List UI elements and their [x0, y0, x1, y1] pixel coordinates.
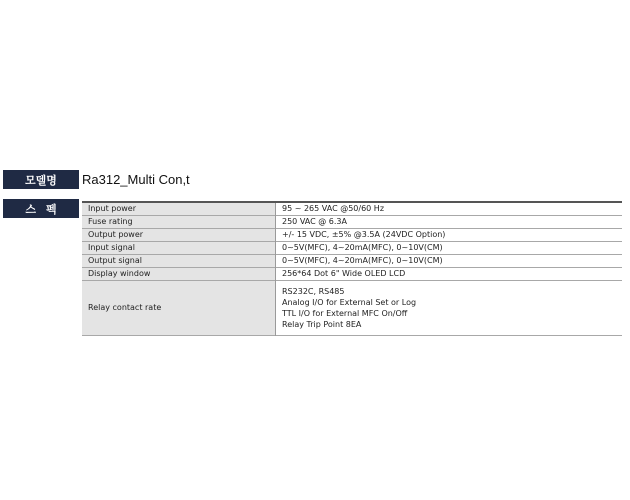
spec-row — [82, 255, 622, 268]
spec-row-label: Output signal — [82, 255, 276, 268]
spec-value-line: 0~5V(MFC), 4~20mA(MFC), 0~10V(CM) — [282, 243, 443, 252]
spec-row-value — [276, 281, 623, 336]
spec-value-line: RS232C, RS485 — [282, 287, 345, 296]
spec-value-line: 250 VAC @ 6.3A — [282, 217, 347, 226]
spec-row-label: Input signal — [82, 242, 276, 255]
spec-value-line: 0~5V(MFC), 4~20mA(MFC), 0~10V(CM) — [282, 256, 443, 265]
spec-row-label: Display window — [82, 268, 276, 281]
spec-row — [82, 281, 622, 336]
spec-row-label: Output power — [82, 229, 276, 242]
spec-row — [82, 268, 622, 281]
spec-row-value — [276, 255, 623, 268]
spec-value-line: 95 ~ 265 VAC @50/60 Hz — [282, 204, 385, 213]
spec-value-line: Relay Trip Point 8EA — [282, 320, 362, 329]
spec-row-label: Fuse rating — [82, 216, 276, 229]
spec-row-value — [276, 268, 623, 281]
spec-value-line: 256*64 Dot 6" Wide OLED LCD — [282, 269, 406, 278]
spec-value-line: TTL I/O for External MFC On/Off — [282, 309, 408, 318]
spec-row-value — [276, 202, 623, 216]
spec-row — [82, 242, 622, 255]
spec-table — [82, 201, 622, 336]
spec-table-body — [82, 202, 622, 336]
spec-row-value — [276, 229, 623, 242]
model-name: Ra312_Multi Con,t — [82, 172, 190, 187]
spec-row — [82, 202, 622, 216]
spec-value-line: Analog I/O for External Set or Log — [282, 298, 417, 307]
spec-row-label: Relay contact rate — [82, 281, 276, 336]
spec-row-value — [276, 216, 623, 229]
spec-row-label: Input power — [82, 202, 276, 216]
spec-row-value — [276, 242, 623, 255]
spec-value-line: +/- 15 VDC, ±5% @3.5A (24VDC Option) — [282, 230, 446, 239]
spec-row — [82, 216, 622, 229]
spec-label: 스펙 — [3, 199, 79, 218]
spec-row — [82, 229, 622, 242]
model-label: 모델명 — [3, 170, 79, 189]
